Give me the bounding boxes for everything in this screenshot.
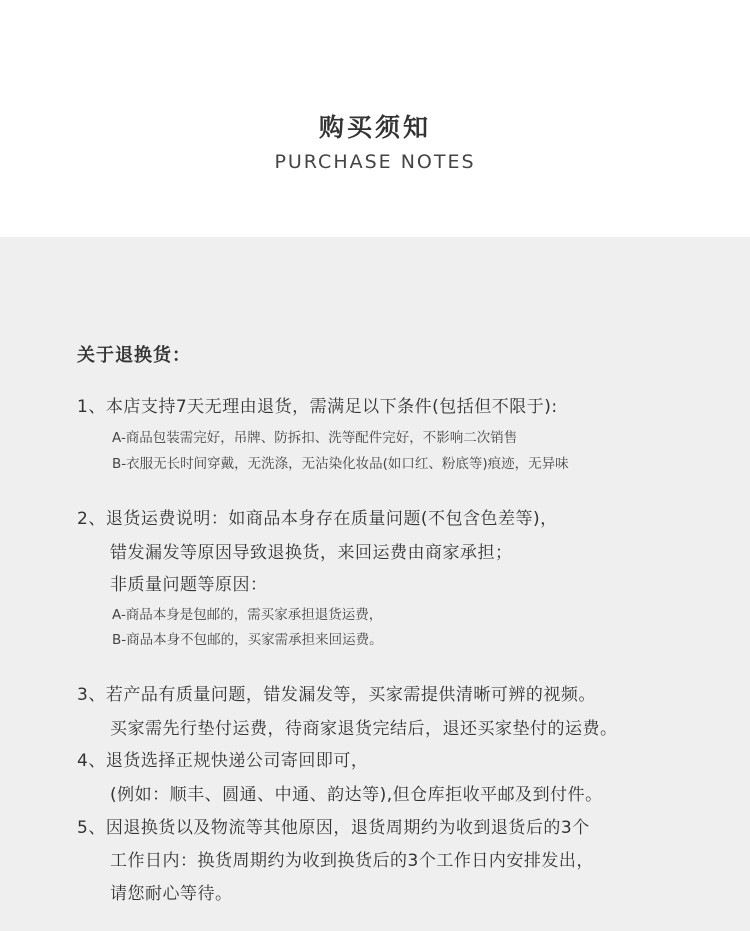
note-4-line-1: 4、退货选择正规快递公司寄回即可， — [77, 751, 369, 771]
note-2-line-2: 错发漏发等原因导致退换货，来回运费由商家承担； — [110, 543, 513, 563]
note-2-line-3: 非质量问题等原因： — [110, 575, 268, 595]
note-1-condition-b: B-衣服无长时间穿戴，无洗涤，无沾染化妆品(如口红、粉底等)痕迹，无异味 — [112, 456, 569, 472]
section-heading: 关于退换货： — [77, 345, 191, 366]
note-4-line-2: (例如：顺丰、圆通、中通、韵达等),但仓库拒收平邮及到付件。 — [110, 785, 603, 805]
note-2-line-1: 2、退货运费说明：如商品本身存在质量问题(不包含色差等)， — [77, 509, 558, 529]
note-1-line-1: 1、本店支持7天无理由退货，需满足以下条件(包括但不限于): — [77, 397, 558, 417]
note-3-line-1: 3、若产品有质量问题，错发漏发等，买家需提供清晰可辨的视频。 — [77, 685, 596, 705]
note-1-condition-a: A-商品包装需完好，吊牌、防拆扣、洗等配件完好，不影响二次销售 — [112, 430, 518, 446]
note-3-line-2: 买家需先行垫付运费，待商家退货完结后，退还买家垫付的运费。 — [110, 719, 618, 739]
page-subtitle: PURCHASE NOTES — [274, 151, 476, 173]
page-header — [0, 0, 750, 237]
note-5-line-2: 工作日内：换货周期约为收到换货后的3个工作日内安排发出， — [110, 851, 594, 871]
note-5-line-1: 5、因退换货以及物流等其他原因，退货周期约为收到退货后的3个 — [77, 818, 590, 838]
notes-panel — [0, 237, 750, 931]
note-2-case-b: B-商品本身不包邮的，买家需承担来回运费。 — [112, 632, 383, 648]
note-5-line-3: 请您耐心等待。 — [110, 884, 233, 904]
page-title: 购买须知 — [318, 113, 431, 142]
note-2-case-a: A-商品本身是包邮的，需买家承担退货运费， — [112, 607, 383, 623]
